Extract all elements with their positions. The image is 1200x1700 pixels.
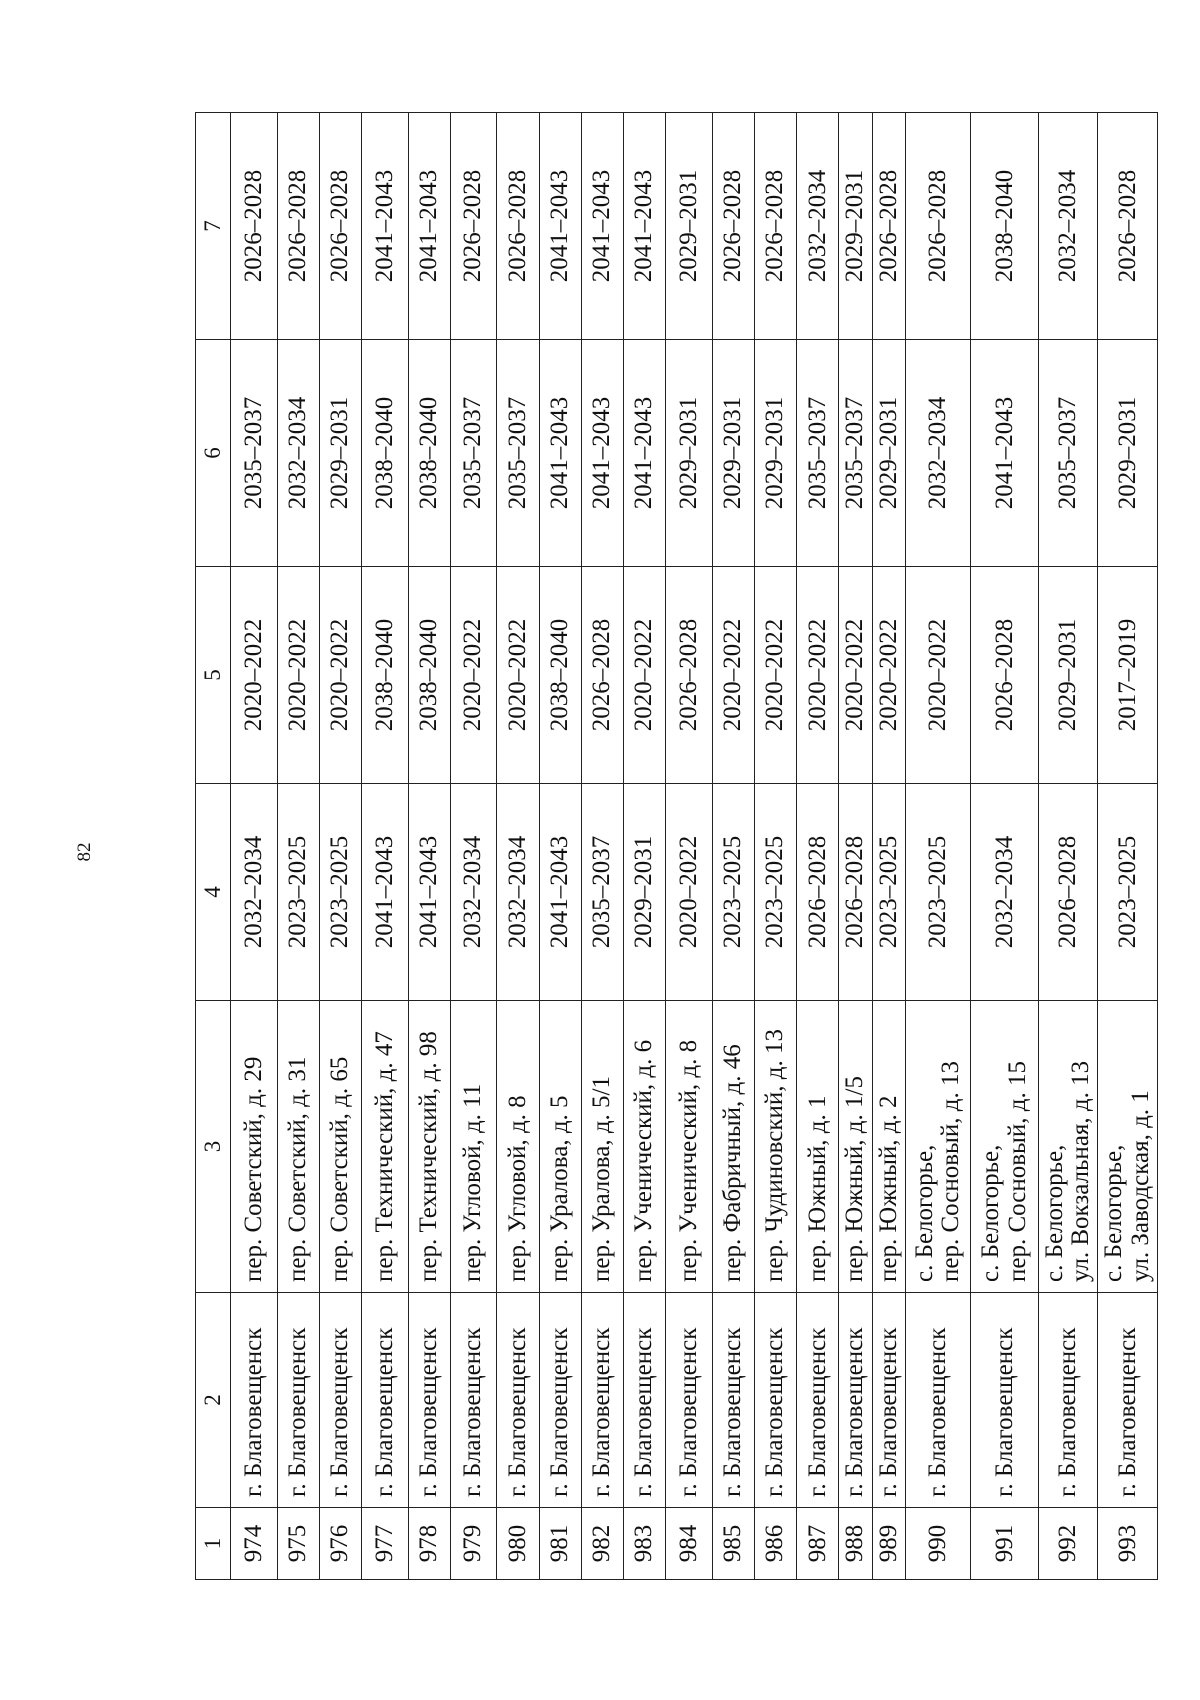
cell-address [623, 1001, 665, 1293]
table-row [231, 113, 278, 1580]
table-row [1098, 113, 1158, 1580]
address-line: с. Белогорье, [977, 1144, 1005, 1282]
address-line: пер. Советский, д. 31 [284, 1056, 312, 1282]
cell-period-5: 2020–2022 [231, 567, 278, 784]
cell-period-4: 2023–2025 [277, 784, 319, 1001]
cell-city: г. Благовещенск [277, 1293, 319, 1508]
cell-period-4: 2041–2043 [539, 784, 581, 1001]
cell-period-4: 2023–2025 [712, 784, 754, 1001]
column-header: 2 [196, 1293, 231, 1508]
cell-city: г. Благовещенск [712, 1293, 754, 1508]
cell-number: 975 [277, 1508, 319, 1580]
cell-period-4: 2026–2028 [839, 784, 872, 1001]
cell-number: 988 [839, 1508, 872, 1580]
cell-period-5: 2026–2028 [971, 567, 1039, 784]
cell-period-7: 2026–2028 [712, 113, 754, 340]
column-header: 4 [196, 784, 231, 1001]
header-row [196, 113, 231, 1580]
cell-period-6: 2038–2040 [408, 340, 450, 567]
address-line: пер. Уралова, д. 5 [546, 1095, 574, 1282]
cell-period-4: 2020–2022 [666, 784, 713, 1001]
cell-address [361, 1001, 408, 1293]
cell-number: 974 [231, 1508, 278, 1580]
cell-period-6: 2035–2037 [450, 340, 497, 567]
cell-number: 982 [581, 1508, 623, 1580]
cell-number: 978 [408, 1508, 450, 1580]
cell-period-6: 2041–2043 [971, 340, 1039, 567]
cell-period-5: 2020–2022 [839, 567, 872, 784]
cell-period-4: 2023–2025 [905, 784, 971, 1001]
cell-period-7: 2026–2028 [319, 113, 361, 340]
table-row [905, 113, 971, 1580]
address-line: пер. Ученический, д. 8 [674, 1039, 702, 1282]
cell-address [408, 1001, 450, 1293]
cell-number: 992 [1039, 1508, 1098, 1580]
cell-address [839, 1001, 872, 1293]
table-row [539, 113, 581, 1580]
cell-address [797, 1001, 839, 1293]
address-line: пер. Южный, д. 1 [803, 1095, 831, 1282]
cell-address [539, 1001, 581, 1293]
cell-period-7: 2026–2028 [754, 113, 796, 340]
cell-period-6: 2035–2037 [1039, 340, 1098, 567]
column-header: 7 [196, 113, 231, 340]
column-header: 1 [196, 1508, 231, 1580]
cell-number: 984 [666, 1508, 713, 1580]
cell-period-4: 2026–2028 [1039, 784, 1098, 1001]
cell-city: г. Благовещенск [319, 1293, 361, 1508]
address-line: пер. Советский, д. 65 [326, 1056, 354, 1282]
table-row [872, 113, 905, 1580]
cell-period-7: 2032–2034 [797, 113, 839, 340]
cell-period-5: 2020–2022 [754, 567, 796, 784]
cell-period-5: 2038–2040 [408, 567, 450, 784]
address-line: с. Белогорье, [1100, 1144, 1128, 1282]
cell-address [1039, 1001, 1098, 1293]
cell-period-7: 2026–2028 [450, 113, 497, 340]
cell-address [712, 1001, 754, 1293]
table-row [319, 113, 361, 1580]
cell-city: г. Благовещенск [797, 1293, 839, 1508]
cell-period-7: 2041–2043 [539, 113, 581, 340]
cell-address [581, 1001, 623, 1293]
cell-city: г. Благовещенск [539, 1293, 581, 1508]
cell-city: г. Благовещенск [905, 1293, 971, 1508]
cell-city: г. Благовещенск [581, 1293, 623, 1508]
cell-number: 983 [623, 1508, 665, 1580]
cell-period-4: 2035–2037 [581, 784, 623, 1001]
schedule-table [195, 112, 1158, 1580]
cell-period-6: 2035–2037 [497, 340, 539, 567]
cell-city: г. Благовещенск [231, 1293, 278, 1508]
column-header: 3 [196, 1001, 231, 1293]
cell-period-6: 2041–2043 [539, 340, 581, 567]
table-row [623, 113, 665, 1580]
cell-period-5: 2020–2022 [450, 567, 497, 784]
cell-period-6: 2029–2031 [754, 340, 796, 567]
cell-period-6: 2041–2043 [623, 340, 665, 567]
cell-number: 985 [712, 1508, 754, 1580]
table-row [754, 113, 796, 1580]
cell-address [666, 1001, 713, 1293]
cell-city: г. Благовещенск [450, 1293, 497, 1508]
cell-period-5: 2020–2022 [712, 567, 754, 784]
cell-period-5: 2020–2022 [797, 567, 839, 784]
table-row [450, 113, 497, 1580]
cell-number: 976 [319, 1508, 361, 1580]
address-line: пер. Угловой, д. 8 [503, 1095, 531, 1282]
cell-address [754, 1001, 796, 1293]
cell-period-5: 2026–2028 [666, 567, 713, 784]
cell-period-5: 2020–2022 [319, 567, 361, 784]
address-line: пер. Южный, д. 1/5 [841, 1076, 869, 1282]
cell-address [1098, 1001, 1158, 1293]
table-row [408, 113, 450, 1580]
address-line: пер. Технический, д. 98 [415, 1031, 443, 1282]
cell-period-4: 2032–2034 [971, 784, 1039, 1001]
cell-city: г. Благовещенск [1098, 1293, 1158, 1508]
cell-period-4: 2041–2043 [408, 784, 450, 1001]
cell-period-7: 2026–2028 [497, 113, 539, 340]
cell-period-6: 2029–2031 [872, 340, 905, 567]
cell-period-6: 2035–2037 [839, 340, 872, 567]
cell-period-7: 2029–2031 [839, 113, 872, 340]
cell-period-4: 2029–2031 [623, 784, 665, 1001]
table-row [971, 113, 1039, 1580]
cell-period-6: 2041–2043 [581, 340, 623, 567]
cell-number: 986 [754, 1508, 796, 1580]
cell-period-5: 2020–2022 [905, 567, 971, 784]
cell-number: 990 [905, 1508, 971, 1580]
address-line: пер. Чудиновский, д. 13 [761, 1028, 789, 1282]
cell-period-4: 2032–2034 [450, 784, 497, 1001]
address-line: пер. Угловой, д. 11 [459, 1083, 487, 1282]
cell-address [277, 1001, 319, 1293]
cell-period-5: 2038–2040 [539, 567, 581, 784]
cell-number: 991 [971, 1508, 1039, 1580]
cell-period-5: 2038–2040 [361, 567, 408, 784]
cell-period-4: 2023–2025 [319, 784, 361, 1001]
address-line: с. Белогорье, [1040, 1144, 1068, 1282]
cell-period-5: 2020–2022 [277, 567, 319, 784]
rotated-table-frame [195, 113, 1158, 1580]
table-row [497, 113, 539, 1580]
cell-number: 977 [361, 1508, 408, 1580]
cell-period-5: 2026–2028 [581, 567, 623, 784]
cell-period-4: 2026–2028 [797, 784, 839, 1001]
cell-period-5: 2020–2022 [872, 567, 905, 784]
address-line: пер. Сосновый, д. 13 [937, 1061, 965, 1282]
table-row [581, 113, 623, 1580]
cell-period-7: 2041–2043 [361, 113, 408, 340]
cell-period-7: 2038–2040 [971, 113, 1039, 340]
cell-number: 980 [497, 1508, 539, 1580]
address-line: пер. Южный, д. 2 [874, 1095, 902, 1282]
cell-address [231, 1001, 278, 1293]
table-row [1039, 113, 1098, 1580]
address-line: с. Белогорье, [910, 1144, 938, 1282]
cell-period-7: 2041–2043 [623, 113, 665, 340]
cell-period-6: 2032–2034 [277, 340, 319, 567]
address-line: ул. Вокзальная, д. 13 [1067, 1060, 1095, 1282]
cell-period-6: 2035–2037 [231, 340, 278, 567]
cell-period-4: 2041–2043 [361, 784, 408, 1001]
cell-period-5: 2029–2031 [1039, 567, 1098, 784]
table-row [277, 113, 319, 1580]
cell-number: 981 [539, 1508, 581, 1580]
cell-address [319, 1001, 361, 1293]
table-row [797, 113, 839, 1580]
column-header: 5 [196, 567, 231, 784]
cell-address [450, 1001, 497, 1293]
cell-period-7: 2041–2043 [581, 113, 623, 340]
cell-period-7: 2041–2043 [408, 113, 450, 340]
cell-period-4: 2023–2025 [754, 784, 796, 1001]
cell-period-4: 2032–2034 [231, 784, 278, 1001]
cell-period-7: 2029–2031 [666, 113, 713, 340]
cell-period-6: 2035–2037 [797, 340, 839, 567]
cell-period-6: 2032–2034 [905, 340, 971, 567]
table-row [666, 113, 713, 1580]
cell-city: г. Благовещенск [497, 1293, 539, 1508]
cell-period-6: 2029–2031 [666, 340, 713, 567]
cell-period-4: 2023–2025 [872, 784, 905, 1001]
address-line: пер. Технический, д. 47 [370, 1031, 398, 1282]
cell-address [905, 1001, 971, 1293]
cell-number: 987 [797, 1508, 839, 1580]
cell-city: г. Благовещенск [666, 1293, 713, 1508]
cell-city: г. Благовещенск [623, 1293, 665, 1508]
address-line: пер. Уралова, д. 5/1 [588, 1075, 616, 1282]
cell-period-7: 2032–2034 [1039, 113, 1098, 340]
column-header: 6 [196, 340, 231, 567]
table-row [361, 113, 408, 1580]
cell-period-4: 2023–2025 [1098, 784, 1158, 1001]
cell-period-5: 2020–2022 [497, 567, 539, 784]
cell-period-5: 2020–2022 [623, 567, 665, 784]
table-row [839, 113, 872, 1580]
cell-period-6: 2038–2040 [361, 340, 408, 567]
cell-period-7: 2026–2028 [905, 113, 971, 340]
cell-period-7: 2026–2028 [277, 113, 319, 340]
cell-period-4: 2032–2034 [497, 784, 539, 1001]
cell-city: г. Благовещенск [361, 1293, 408, 1508]
address-line: пер. Советский, д. 29 [239, 1056, 267, 1282]
cell-period-6: 2029–2031 [712, 340, 754, 567]
page-number: 82 [74, 842, 95, 862]
cell-period-5: 2017–2019 [1098, 567, 1158, 784]
table-body [231, 113, 1158, 1580]
cell-number: 993 [1098, 1508, 1158, 1580]
cell-period-6: 2029–2031 [319, 340, 361, 567]
cell-city: г. Благовещенск [971, 1293, 1039, 1508]
address-line: пер. Ученический, д. 6 [630, 1039, 658, 1282]
cell-address [971, 1001, 1039, 1293]
cell-number: 989 [872, 1508, 905, 1580]
address-line: пер. Фабричный, д. 46 [719, 1044, 747, 1282]
cell-number: 979 [450, 1508, 497, 1580]
cell-address [872, 1001, 905, 1293]
table-row [712, 113, 754, 1580]
cell-city: г. Благовещенск [1039, 1293, 1098, 1508]
cell-address [497, 1001, 539, 1293]
cell-period-7: 2026–2028 [231, 113, 278, 340]
cell-period-6: 2029–2031 [1098, 340, 1158, 567]
cell-period-7: 2026–2028 [1098, 113, 1158, 340]
cell-period-7: 2026–2028 [872, 113, 905, 340]
cell-city: г. Благовещенск [408, 1293, 450, 1508]
cell-city: г. Благовещенск [754, 1293, 796, 1508]
address-line: пер. Сосновый, д. 15 [1003, 1061, 1031, 1282]
address-line: ул. Заводская, д. 1 [1126, 1090, 1154, 1282]
cell-city: г. Благовещенск [872, 1293, 905, 1508]
table-container [195, 113, 1158, 1580]
cell-city: г. Благовещенск [839, 1293, 872, 1508]
